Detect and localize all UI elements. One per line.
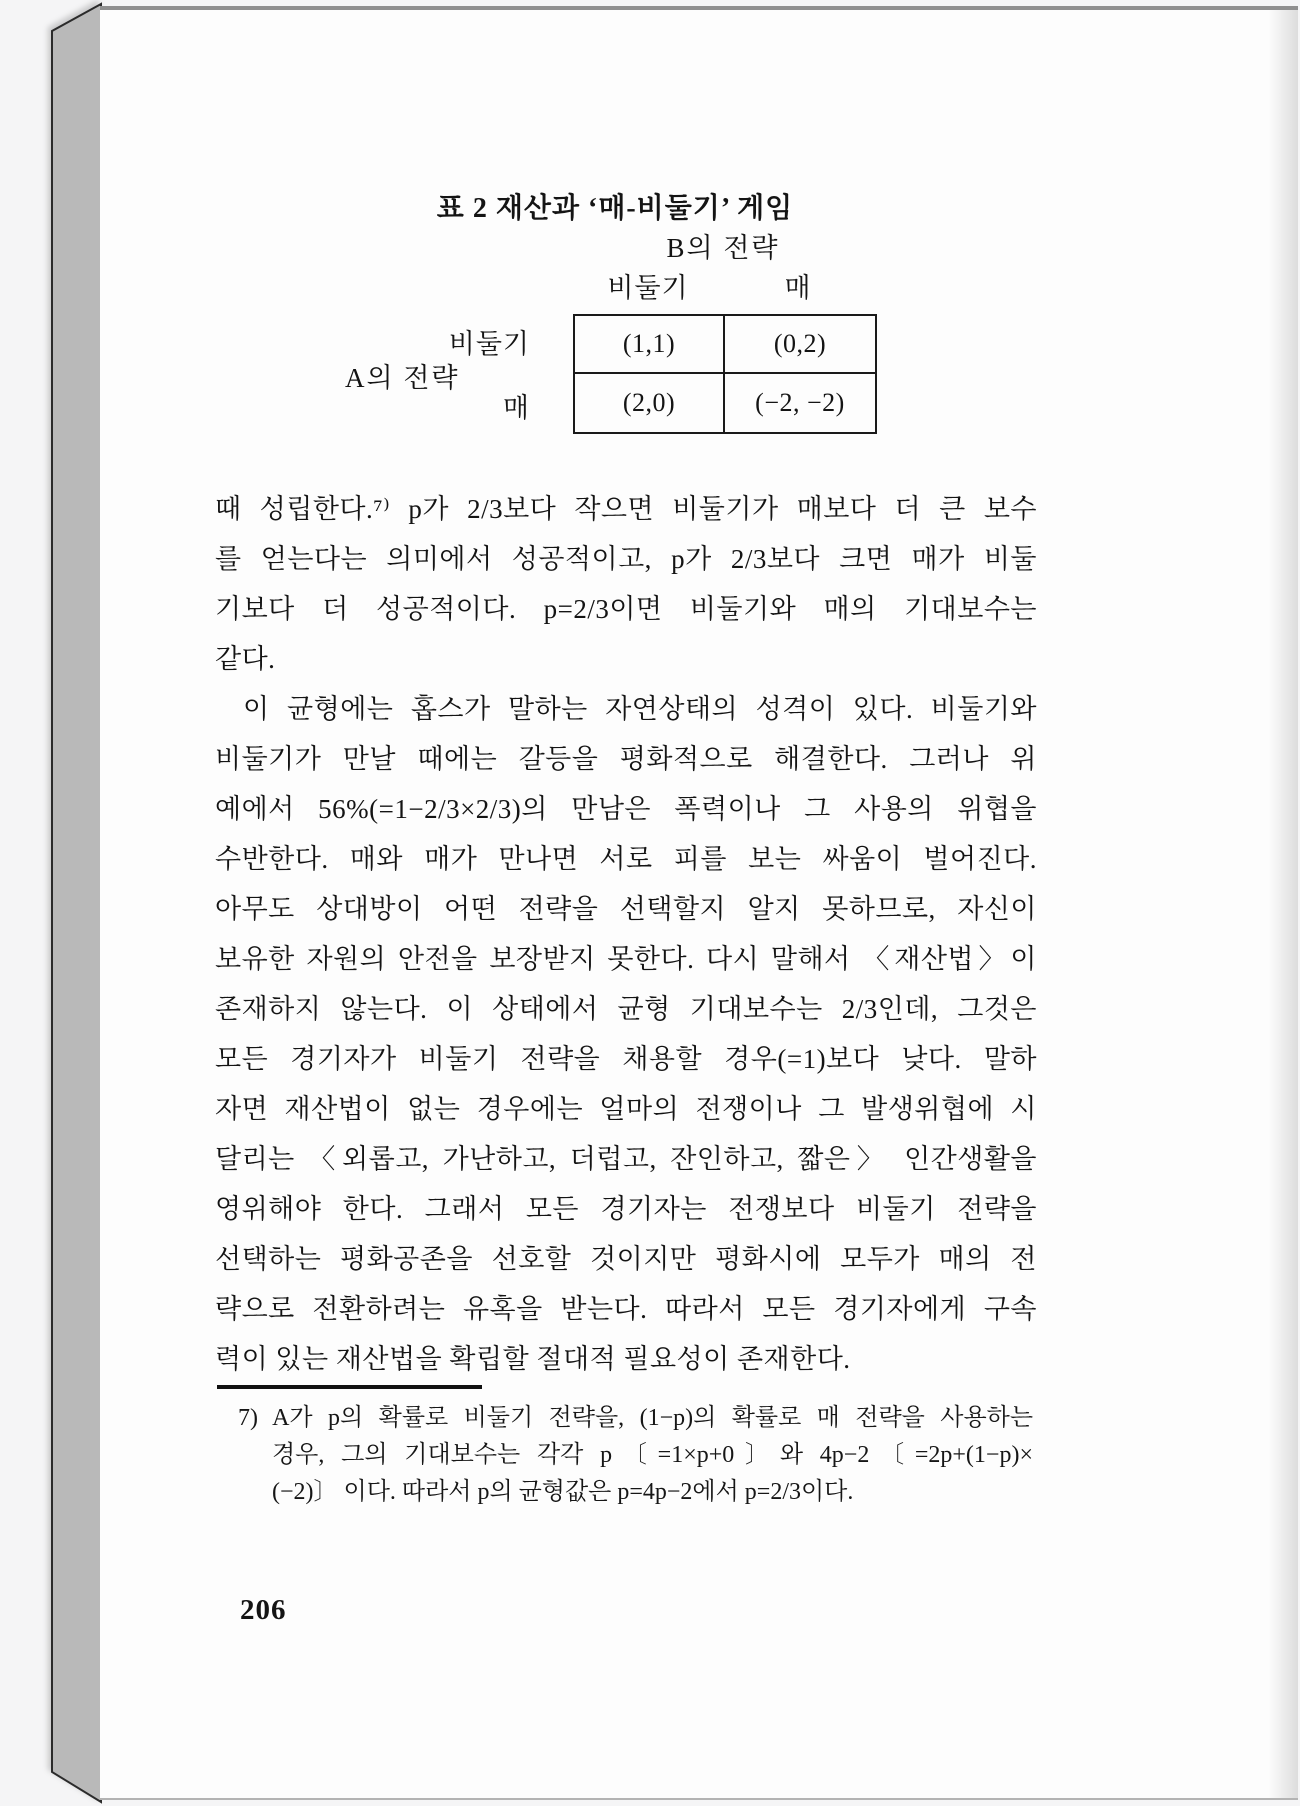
body-line: 를 얻는다는 의미에서 성공적이고, p가 2/3보다 크면 매가 비둘 [215,544,1037,574]
row-header-hawk: 매 [502,393,530,423]
body-line: 보유한 자원의 안전을 보장받지 못한다. 다시 말해서 〈재산법〉이 [215,944,1037,974]
body-line: 영위해야 한다. 그래서 모든 경기자는 전쟁보다 비둘기 전략을 [215,1194,1037,1224]
column-header-dove: 비둘기 [607,273,689,303]
payoff-cell-hawk-hawk: (−2, −2) [755,388,845,417]
footnote-line: 경우, 그의 기대보수는 각각 p〔=1×p+0〕와 4p−2〔=2p+(1−p)× [272,1442,1033,1468]
body-line: 수반한다. 매와 매가 만나면 서로 피를 보는 싸움이 벌어진다. [215,844,1037,874]
footnote [238,1400,1033,1511]
body-line: 선택하는 평화공존을 선호할 것이지만 평화시에 모두가 매의 전 [215,1244,1037,1274]
page-surface [100,6,1298,1800]
body-line: 예에서 56%(=1−2/3×2/3)의 만남은 폭력이나 그 사용의 위협을 [215,794,1037,824]
body-line: 비둘기가 만날 때에는 갈등을 평화적으로 해결한다. 그러나 위 [215,744,1037,774]
body-line: 같다. [215,644,276,674]
body-line: 달리는 〈외롭고, 가난하고, 더럽고, 잔인하고, 짧은〉 인간생활을 [215,1144,1037,1174]
body-line: 기보다 더 성공적이다. p=2/3이면 비둘기와 매의 기대보수는 [215,594,1037,624]
payoff-cell-dove-hawk: (0,2) [725,316,875,374]
row-header-dove: 비둘기 [448,329,530,359]
body-line: 때 성립한다.⁷⁾ p가 2/3보다 작으면 비둘기가 매보다 더 큰 보수 [215,494,1037,524]
body-line: 력이 있는 재산법을 확립할 절대적 필요성이 존재한다. [215,1344,851,1374]
column-header-hawk: 매 [784,273,812,303]
body-line: 아무도 상대방이 어떤 전략을 선택할지 알지 못하므로, 자신이 [215,894,1037,924]
page-number: 206 [240,1594,287,1626]
player-b-strategy-label: B의 전략 [666,233,780,263]
page-right-shadow [1268,10,1298,1798]
payoff-table [573,314,877,434]
body-line: 모든 경기자가 비둘기 전략을 채용할 경우(=1)보다 낮다. 말하 [215,1044,1037,1074]
footnote-line: (−2)〕 이다. 따라서 p의 균형값은 p=4p−2에서 p=2/3이다. [272,1479,854,1505]
body-line: 략으로 전환하려는 유혹을 받는다. 따라서 모든 경기자에게 구속 [215,1294,1037,1324]
page-edge-polygon [52,4,101,1802]
body-text [215,484,1037,1384]
body-line: 자면 재산법이 없는 경우에는 얼마의 전쟁이나 그 발생위협에 시 [215,1094,1037,1124]
table-title: 표 2 재산과 ‘매-비둘기’ 게임 [436,193,794,224]
footnote-separator [217,1385,482,1389]
payoff-cell-dove-dove: (1,1) [575,316,725,374]
payoff-cell-hawk-dove: (2,0) [575,374,725,432]
body-line: 존재하지 않는다. 이 상태에서 균형 기대보수는 2/3인데, 그것은 [215,994,1037,1024]
player-a-strategy-label: A의 전략 [345,363,460,393]
footnote-line: 7) A가 p의 확률로 비둘기 전략을, (1−p)의 확률로 매 전략을 사용하는 [238,1405,1033,1431]
body-line: 이 균형에는 홉스가 말하는 자연상태의 성격이 있다. 비둘기와 [243,694,1037,724]
